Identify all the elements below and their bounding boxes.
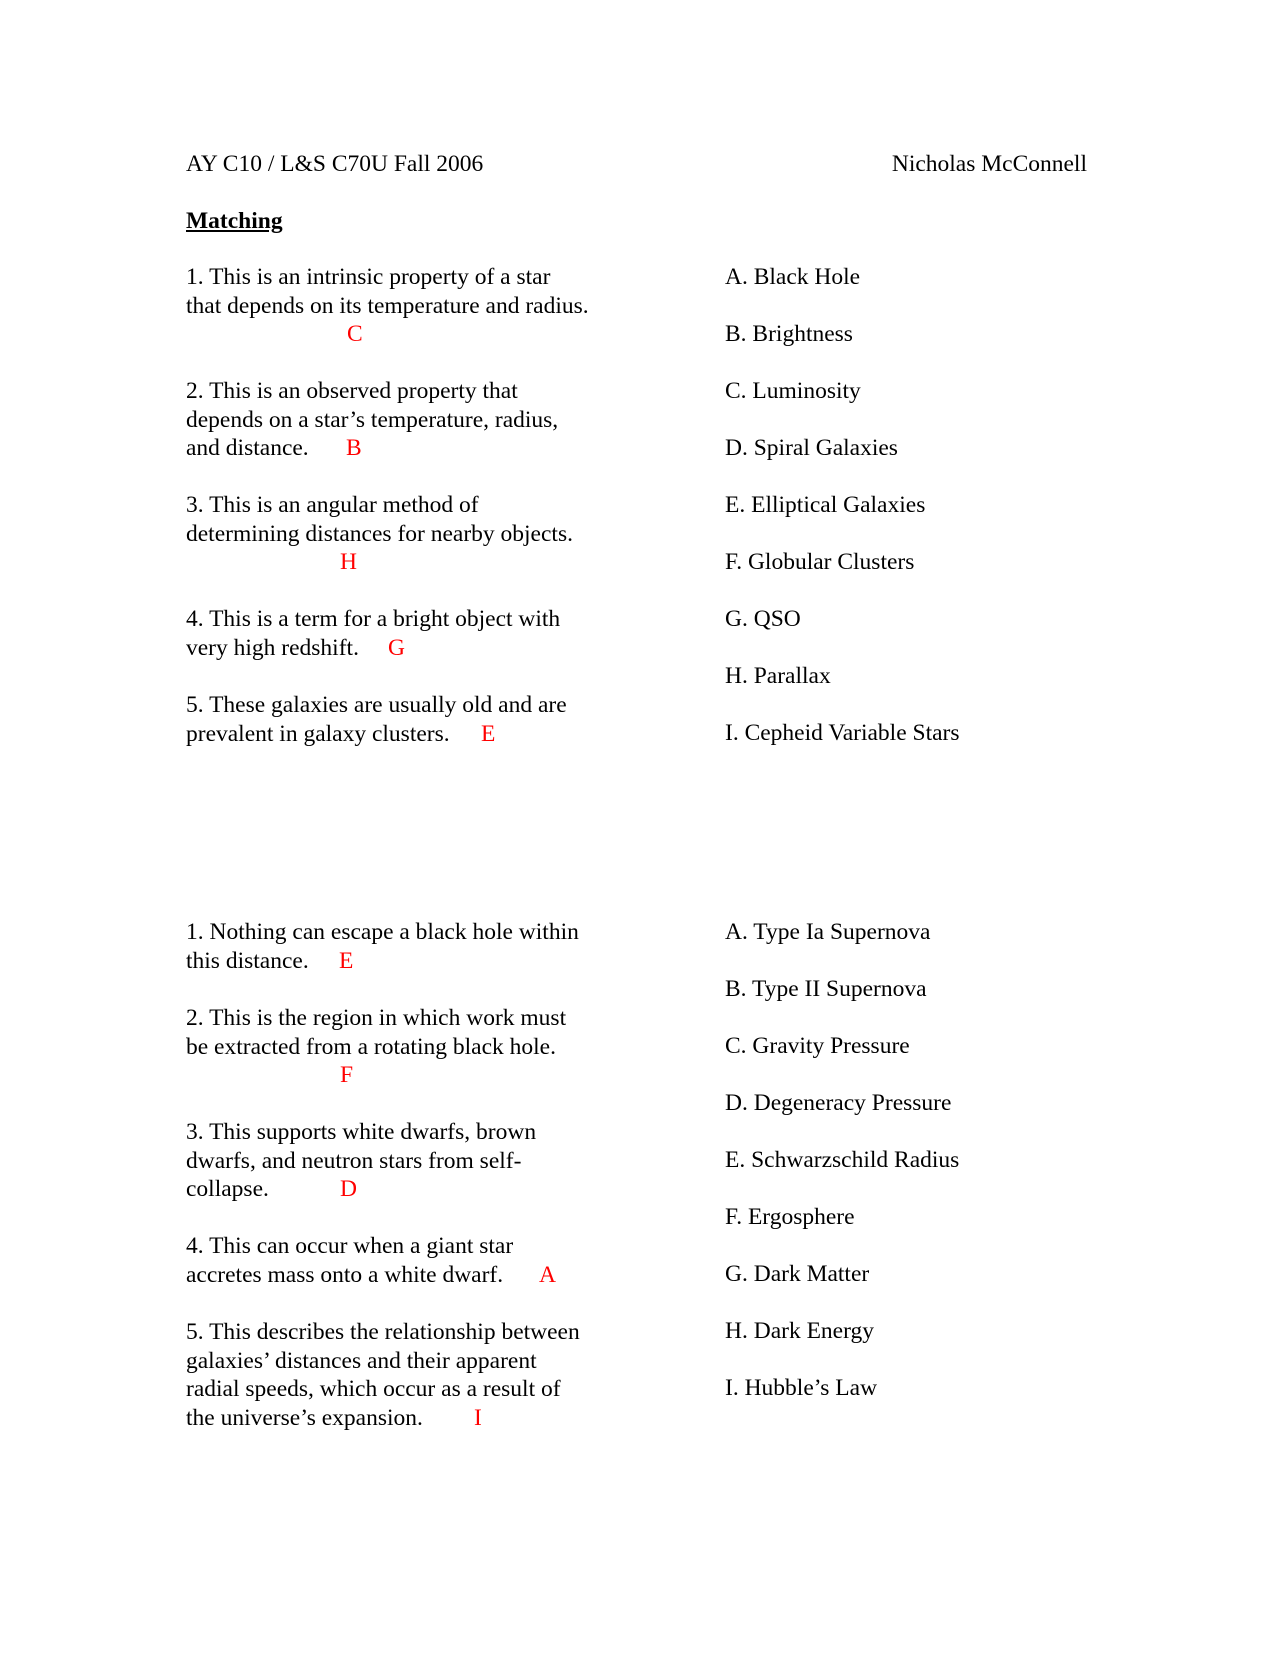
option-s2-f: F. Ergosphere	[725, 1204, 855, 1230]
option-s1-g: G. QSO	[725, 606, 801, 632]
question-line: this distance.	[186, 947, 309, 974]
question-s2-2	[186, 1004, 566, 1061]
question-s1-3	[186, 491, 573, 548]
option-s2-a: A. Type Ia Supernova	[725, 919, 931, 945]
question-line: be extracted from a rotating black hole.	[186, 1033, 556, 1060]
option-s2-g: G. Dark Matter	[725, 1261, 870, 1287]
question-line: collapse.	[186, 1176, 269, 1202]
author-name: Nicholas McConnell	[891, 151, 1087, 177]
option-s2-e: E. Schwarzschild Radius	[725, 1147, 960, 1173]
question-line: 2. This is an observed property that	[186, 378, 518, 404]
question-s2-5	[186, 1318, 580, 1432]
answer-s1-5: E	[481, 721, 496, 747]
question-s1-2	[186, 377, 558, 463]
question-line: very high redshift.	[186, 634, 359, 661]
question-line: 5. These galaxies are usually old and are	[186, 692, 567, 718]
section-heading: Matching	[186, 208, 283, 234]
question-line: 3. This supports white dwarfs, brown	[186, 1119, 537, 1145]
answer-s2-4: A	[539, 1262, 556, 1288]
option-s1-d: D. Spiral Galaxies	[725, 435, 898, 461]
question-line: 4. This is a term for a bright object with	[186, 606, 561, 632]
option-s1-a: A. Black Hole	[725, 264, 861, 290]
question-line: accretes mass onto a white dwarf.	[186, 1261, 504, 1288]
question-line: dwarfs, and neutron stars from self-	[186, 1147, 522, 1174]
question-line: determining distances for nearby objects.	[186, 520, 573, 547]
question-line: 3. This is an angular method of	[186, 492, 479, 518]
option-s2-d: D. Degeneracy Pressure	[725, 1090, 952, 1116]
question-line: depends on a star’s temperature, radius,	[186, 406, 559, 433]
question-line: 4. This can occur when a giant star	[186, 1233, 514, 1259]
question-line: prevalent in galaxy clusters.	[186, 720, 450, 747]
answer-s1-1: C	[347, 321, 363, 347]
option-s1-f: F. Globular Clusters	[725, 549, 915, 575]
question-line: and distance.	[186, 435, 309, 461]
option-s1-h: H. Parallax	[725, 663, 831, 689]
question-line: that depends on its temperature and radius.	[186, 292, 589, 319]
question-line: 5. This describes the relationship between	[186, 1319, 580, 1345]
question-line: the universe’s expansion.	[186, 1404, 423, 1431]
option-s1-i: I. Cepheid Variable Stars	[725, 720, 960, 746]
answer-s1-3: H	[340, 549, 357, 575]
question-s2-3	[186, 1118, 536, 1204]
answer-s1-2: B	[346, 435, 362, 461]
question-line: 2. This is the region in which work must	[186, 1005, 567, 1031]
question-line: galaxies’ distances and their apparent	[186, 1347, 537, 1374]
question-s2-1	[186, 918, 579, 975]
question-line: 1. Nothing can escape a black hole within	[186, 919, 579, 945]
answer-s2-1: E	[339, 948, 354, 974]
course-title: AY C10 / L&S C70U Fall 2006	[186, 151, 484, 177]
question-line: 1. This is an intrinsic property of a star	[186, 264, 551, 290]
answer-s2-3: D	[340, 1176, 357, 1202]
option-s2-b: B. Type II Supernova	[725, 976, 927, 1002]
answer-s1-4: G	[388, 635, 405, 661]
question-s1-1	[186, 263, 589, 320]
option-s1-b: B. Brightness	[725, 321, 853, 347]
option-s1-c: C. Luminosity	[725, 378, 861, 404]
question-s1-5	[186, 691, 567, 748]
answer-s2-2: F	[340, 1062, 354, 1088]
option-s2-h: H. Dark Energy	[725, 1318, 875, 1344]
question-s1-4	[186, 605, 560, 662]
option-s2-i: I. Hubble’s Law	[725, 1375, 878, 1401]
option-s2-c: C. Gravity Pressure	[725, 1033, 910, 1059]
question-line: radial speeds, which occur as a result of	[186, 1376, 561, 1402]
question-s2-4	[186, 1232, 513, 1289]
answer-s2-5: I	[474, 1405, 482, 1431]
option-s1-e: E. Elliptical Galaxies	[725, 492, 926, 518]
